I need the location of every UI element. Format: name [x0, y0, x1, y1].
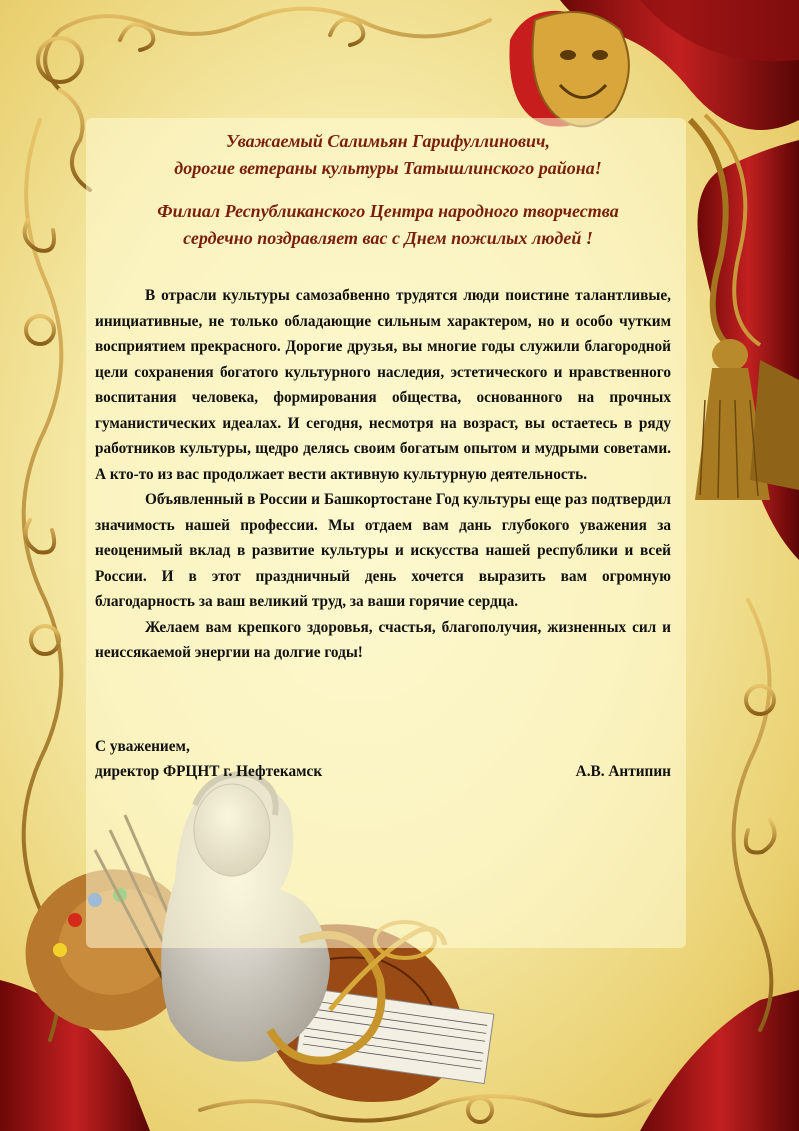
paragraph-1: В отрасли культуры самозабвенно трудятся люди поистине талантливые, инициативные, не только обладающие сильным характером, но и особо чутким восприятием прекрасного. Дорогие друзья, вы многие годы служили благородной цели сохранения богатого культурного наследия, эстетического и нравственного воспитания человека, формирования общества, основанного на прочных гуманистических идеалах. И сегодня, несмотря на возраст, вы остаетесь в ряду работников культуры, щедро делясь своим богатым опытом и мудрыми советами. А кто-то из вас продолжает вести активную культурную деятельность. [95, 287, 671, 483]
paragraph-3: Желаем вам крепкого здоровья, счастья, благополучия, жизненных сил и неиссякаемой энергии на долгие годы! [95, 618, 671, 661]
signature-greeting: С уважением, [95, 738, 190, 755]
curtain-bottom-right [640, 990, 799, 1131]
addressee-line: Уважаемый Салимьян Гарифуллинович, [226, 131, 550, 151]
addressee-line-2: дорогие ветераны культуры Татышлинского района! [174, 158, 602, 178]
theatre-masks-icon [509, 11, 628, 127]
signature-position: директор ФРЦНТ г. Нефтекамск [95, 763, 323, 780]
signature-name: А.В. Антипин [575, 763, 671, 780]
greeting-header [92, 128, 684, 252]
letter-body [95, 283, 671, 666]
signature-row [95, 759, 671, 784]
paragraph-2: Объявленный в России и Башкортостане Год культуры еще раз подтвердил значимость нашей профессии. Мы отдаем вам дань глубокого уважения за неоценимый вклад в развитие культуры и искусства нашей республики и всей России. И в этот праздничный день хочется выразить вам огромную благодарность за ваш великий труд, за ваши горячие сердца. [95, 491, 671, 610]
sender-line: Филиал Республиканского Центра народного творчества [157, 201, 619, 221]
signature-block [95, 734, 671, 784]
sender-line-2: сердечно поздравляет вас с Днем пожилых людей ! [183, 228, 593, 248]
